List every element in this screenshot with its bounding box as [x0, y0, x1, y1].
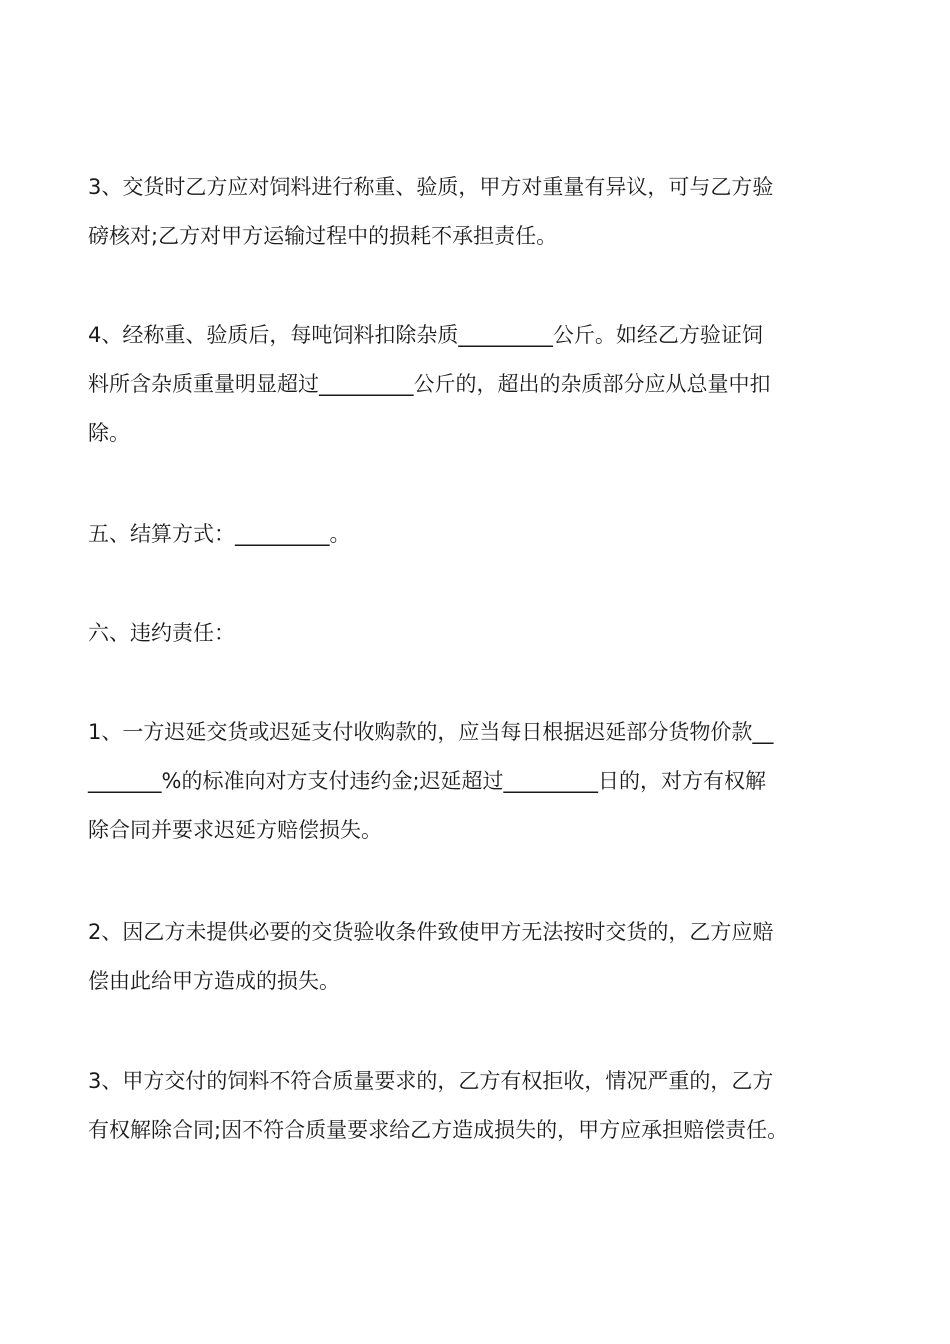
- text-line: _______%的标准向对方支付违约金;迟延超过_________日的，对方有权解: [88, 769, 767, 793]
- text-line: 3、甲方交付的饲料不符合质量要求的，乙方有权拒收，情况严重的，乙方: [88, 1069, 774, 1093]
- text-line: 3、交货时乙方应对饲料进行称重、验质，甲方对重量有异议，可与乙方验: [88, 175, 774, 199]
- text-line: 磅核对;乙方对甲方运输过程中的损耗不承担责任。: [88, 224, 558, 248]
- text-line: 除合同并要求迟延方赔偿损失。: [88, 818, 382, 842]
- text-line: 偿由此给甲方造成的损失。: [88, 969, 340, 993]
- text-line: 有权解除合同;因不符合质量要求给乙方造成损失的，甲方应承担赔偿责任。: [88, 1118, 789, 1142]
- section-heading: 五、结算方式：_________。: [88, 522, 351, 546]
- liability-2-conditions: [88, 908, 878, 1006]
- section-6-liability: [88, 609, 878, 658]
- clause-4-impurities: [88, 311, 878, 458]
- liability-1-delay: [88, 708, 878, 855]
- text-line: 1、一方迟延交货或迟延支付收购款的，应当每日根据迟延部分货物价款__: [88, 720, 774, 744]
- clause-3-weighing: [88, 163, 878, 261]
- text-line: 料所含杂质重量明显超过_________公斤的，超出的杂质部分应从总量中扣: [88, 372, 771, 396]
- section-5-settlement: [88, 510, 878, 559]
- text-line: 除。: [88, 421, 130, 445]
- text-line: 2、因乙方未提供必要的交货验收条件致使甲方无法按时交货的，乙方应赔: [88, 920, 774, 944]
- section-heading: 六、违约责任：: [88, 621, 235, 645]
- text-line: 4、经称重、验质后，每吨饲料扣除杂质_________公斤。如经乙方验证饲: [88, 323, 763, 347]
- liability-3-quality: [88, 1057, 878, 1155]
